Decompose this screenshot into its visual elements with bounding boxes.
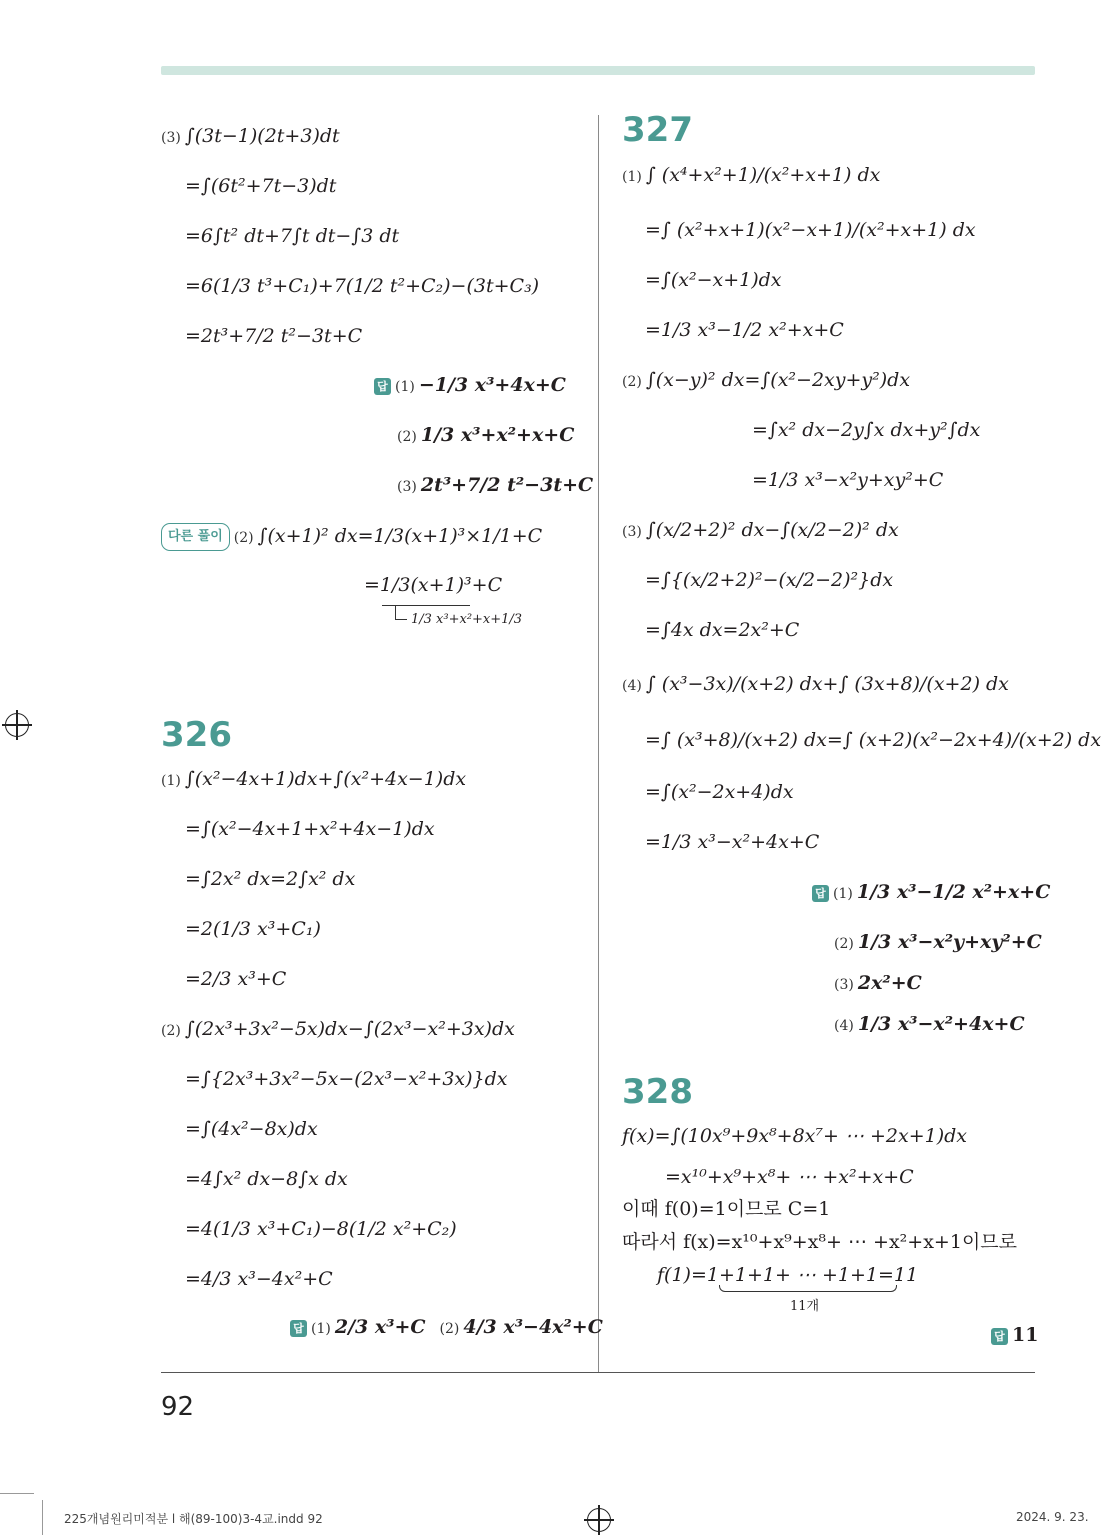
problem-325-3-line-4: =6(1/3 t³+C₁)+7(1/2 t²+C₂)−(3t+C₃) <box>185 275 540 297</box>
problem-327-1-line-3: =∫(x²−x+1)dx <box>645 269 782 291</box>
answer-badge: 답 <box>812 885 829 902</box>
footer-date: 2024. 9. 23. <box>1016 1510 1089 1524</box>
underbrace-label: 11개 <box>790 1299 820 1314</box>
answer-text: 2/3 x³+C <box>334 1316 426 1338</box>
problem-327-4-line-1 <box>622 672 1009 698</box>
problem-326-2-line-2: =∫{2x³+3x²−5x−(2x³−x²+3x)}dx <box>185 1068 508 1090</box>
math-line: ∫(x/2+2)² dx−∫(x/2−2)² dx <box>645 519 899 541</box>
problem-327-2-line-1 <box>622 368 910 394</box>
part-tag: (1) <box>311 1321 331 1337</box>
problem-326-2-line-4: =4∫x² dx−8∫x dx <box>185 1168 348 1190</box>
answer-text: 1/3 x³−1/2 x²+x+C <box>856 881 1051 903</box>
answer-badge: 답 <box>991 1328 1008 1345</box>
problem-327-1-line-4: =1/3 x³−1/2 x²+x+C <box>645 319 844 341</box>
crop-mark <box>42 1500 43 1535</box>
footer-file-info: 225개념원리미적분 l 해(89-100)3-4교.indd 92 <box>64 1512 323 1526</box>
problem-number-328: 328 <box>622 1072 693 1112</box>
part-tag: (2) <box>622 374 642 390</box>
problem-327-1-line-2: =∫ (x²+x+1)(x²−x+1)/(x²+x+1) dx <box>645 219 976 241</box>
part-tag: (1) <box>161 773 181 789</box>
problem-325-3-line-5: =2t³+7/2 t²−3t+C <box>185 325 363 347</box>
part-tag: (3) <box>397 479 417 495</box>
part-tag: (3) <box>161 130 181 146</box>
bottom-rule <box>161 1372 1035 1373</box>
problem-327-3-line-2: =∫{(x/2+2)²−(x/2−2)²}dx <box>645 569 894 591</box>
part-tag: (4) <box>622 678 642 694</box>
answer-text: 1/3 x³−x²y+xy²+C <box>857 931 1042 953</box>
column-divider <box>598 115 599 1373</box>
problem-326-1-line-4: =2(1/3 x³+C₁) <box>185 918 321 940</box>
part-tag: (3) <box>834 977 854 993</box>
problem-327-4-line-4: =1/3 x³−x²+4x+C <box>645 831 820 853</box>
page-number: 92 <box>161 1392 195 1422</box>
problem-325-3-line-2: =∫(6t²+7t−3)dt <box>185 175 337 197</box>
part-tag: (3) <box>622 524 642 540</box>
answer-327-1 <box>812 880 1050 906</box>
problem-326-2-line-6: =4/3 x³−4x²+C <box>185 1268 333 1290</box>
answer-325-2 <box>397 423 574 449</box>
underbrace <box>719 1285 897 1292</box>
problem-327-4-line-2: =∫ (x³+8)/(x+2) dx=∫ (x+2)(x²−2x+4)/(x+2) dx <box>645 729 1102 751</box>
problem-326-2-line-3: =∫(4x²−8x)dx <box>185 1118 318 1140</box>
math-line: ∫(x+1)² dx=1/3(x+1)³×1/1+C <box>257 525 543 547</box>
answer-text: 4/3 x³−4x²+C <box>463 1316 603 1338</box>
part-tag: (2) <box>397 429 417 445</box>
math-line: ∫(x−y)² dx=∫(x²−2xy+y²)dx <box>645 369 911 391</box>
alternative-solution-line-1 <box>161 523 542 551</box>
problem-328-line-5: f(1)=1+1+1+ ⋯ +1+1=11 <box>657 1264 919 1286</box>
problem-327-4-line-3: =∫(x²−2x+4)dx <box>645 781 794 803</box>
answer-badge: 답 <box>290 1320 307 1337</box>
answer-327-4 <box>834 1012 1025 1038</box>
problem-326-2-line-1 <box>161 1017 515 1043</box>
problem-327-2-line-3: =1/3 x³−x²y+xy²+C <box>752 469 944 491</box>
math-line: ∫ (x³−3x)/(x+2) dx+∫ (3x+8)/(x+2) dx <box>645 673 1009 695</box>
answer-badge: 답 <box>374 378 391 395</box>
answer-text: 1/3 x³+x²+x+C <box>420 424 575 446</box>
problem-328-line-2: =x¹⁰+x⁹+x⁸+ ⋯ +x²+x+C <box>665 1166 914 1188</box>
answer-325-3 <box>397 473 593 499</box>
expansion-bracket-foot <box>395 619 407 620</box>
registration-mark-icon <box>587 1508 611 1532</box>
problem-326-1-line-3: =∫2x² dx=2∫x² dx <box>185 868 356 890</box>
problem-326-1-line-2: =∫(x²−4x+1+x²+4x−1)dx <box>185 818 435 840</box>
problem-326-1-line-5: =2/3 x³+C <box>185 968 287 990</box>
part-tag: (4) <box>834 1018 854 1034</box>
problem-325-3-line-1 <box>161 124 340 150</box>
math-line: ∫(3t−1)(2t+3)dt <box>184 125 340 147</box>
alternative-solution-line-2: =1/3(x+1)³+C <box>364 574 503 596</box>
problem-328-line-4: 따라서 f(x)=x¹⁰+x⁹+x⁸+ ⋯ +x²+x+1이므로 <box>622 1231 1018 1253</box>
part-tag: (2) <box>233 530 254 546</box>
part-tag: (1) <box>833 886 853 902</box>
answer-text: 11 <box>1012 1324 1039 1346</box>
problem-327-2-line-2: =∫x² dx−2y∫x dx+y²∫dx <box>752 419 981 441</box>
problem-325-3-line-3: =6∫t² dt+7∫t dt−∫3 dt <box>185 225 400 247</box>
math-line: ∫ (x⁴+x²+1)/(x²+x+1) dx <box>645 164 881 186</box>
math-line: ∫(2x³+3x²−5x)dx−∫(2x³−x²+3x)dx <box>184 1018 515 1040</box>
expansion-note: 1/3 x³+x²+x+1/3 <box>411 612 523 627</box>
answer-325-1 <box>374 373 566 399</box>
header-bar <box>161 66 1035 75</box>
problem-number-327: 327 <box>622 110 693 150</box>
expansion-bracket-stem <box>395 605 396 619</box>
problem-326-1-line-1 <box>161 767 466 793</box>
problem-326-2-line-5: =4(1/3 x³+C₁)−8(1/2 x²+C₂) <box>185 1218 457 1240</box>
answer-text: 2x²+C <box>857 972 922 994</box>
problem-number-326: 326 <box>161 715 232 755</box>
registration-mark-icon <box>5 713 29 737</box>
part-tag: (2) <box>834 936 854 952</box>
answer-text: −1/3 x³+4x+C <box>418 374 566 396</box>
answer-327-3 <box>834 971 922 997</box>
problem-327-3-line-3: =∫4x dx=2x²+C <box>645 619 800 641</box>
part-tag: (1) <box>395 379 415 395</box>
problem-328-line-3: 이때 f(0)=1이므로 C=1 <box>622 1198 831 1220</box>
part-tag: (2) <box>161 1023 181 1039</box>
answer-text: 2t³+7/2 t²−3t+C <box>420 474 594 496</box>
part-tag: (1) <box>622 169 642 185</box>
alternative-solution-badge: 다른 풀이 <box>161 523 230 551</box>
problem-327-1-line-1 <box>622 163 880 189</box>
answer-327-2 <box>834 930 1042 956</box>
crop-mark <box>0 1493 34 1494</box>
answer-328 <box>991 1323 1038 1347</box>
answer-text: 1/3 x³−x²+4x+C <box>857 1013 1025 1035</box>
answer-326 <box>290 1315 603 1341</box>
math-line: ∫(x²−4x+1)dx+∫(x²+4x−1)dx <box>184 768 467 790</box>
part-tag: (2) <box>439 1321 460 1337</box>
problem-328-line-1: f(x)=∫(10x⁹+9x⁸+8x⁷+ ⋯ +2x+1)dx <box>622 1125 968 1147</box>
problem-327-3-line-1 <box>622 518 899 544</box>
